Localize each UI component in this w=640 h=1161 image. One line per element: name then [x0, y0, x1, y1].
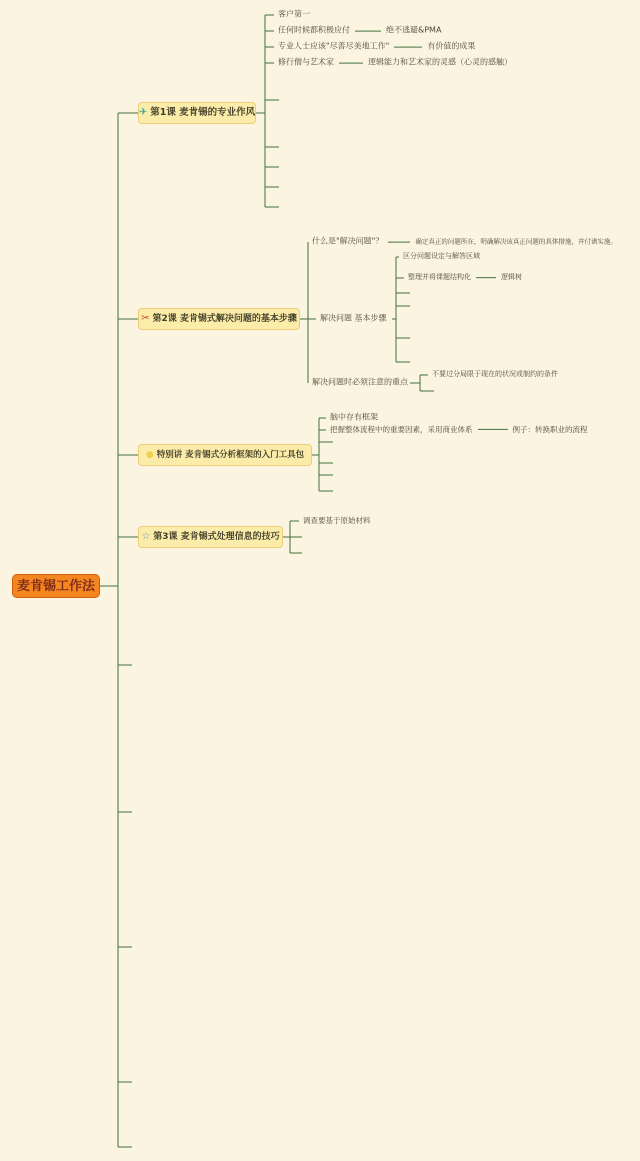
link-line	[478, 429, 508, 430]
leaf-label: 解决问题时必须注意的重点	[312, 377, 408, 387]
link-label: 逻辑树	[501, 273, 522, 282]
bulb-icon: ●	[145, 449, 154, 460]
leaf-label: 不要过分局限于现在的状况或制约的条件	[432, 370, 558, 379]
link-line	[355, 30, 381, 31]
leaf-topic[interactable]	[278, 43, 475, 51]
scissors-icon: ✂	[141, 313, 150, 324]
node-label: 麦肯锡工作法	[16, 578, 95, 594]
leaf-topic[interactable]	[320, 315, 387, 323]
leaf-label: 任何时候都积极应付	[278, 25, 350, 35]
leaf-label: 把握整体流程中的重要因素，采用商业体系	[330, 424, 473, 434]
leaf-topic[interactable]	[312, 379, 408, 387]
leaf-topic[interactable]	[278, 59, 512, 67]
link-line	[388, 241, 410, 242]
leaf-topic[interactable]	[278, 27, 441, 35]
leaf-label: 调查要基于原始材料	[303, 515, 371, 525]
leaf-label: 什么是"解决问题"？	[312, 236, 384, 246]
link-label: 绝不逃避&PMA	[386, 25, 442, 35]
link-line	[394, 46, 422, 47]
leaf-label: 脑中存有框架	[330, 412, 378, 422]
leaf-label: 客户第一	[278, 9, 310, 19]
link-line	[339, 62, 363, 63]
leaf-topic[interactable]	[330, 414, 378, 422]
topic-lesson-3[interactable]	[138, 526, 283, 548]
leaf-topic[interactable]	[432, 371, 558, 378]
link-label: 有价值的成果	[427, 41, 476, 51]
node-label: 第2课 麦肯锡式解决问题的基本步骤	[152, 313, 297, 324]
link-label: 逻辑能力和艺术家的灵感（心灵的感触）	[368, 57, 512, 67]
leaf-label: 整理并将课题结构化	[408, 273, 471, 282]
topic-lesson-2[interactable]	[138, 308, 300, 330]
leaf-topic[interactable]	[330, 426, 588, 434]
node-label: 特别讲 麦肯锡式分析框架的入门工具包	[156, 449, 305, 460]
leaf-label: 专业人士应该"尽善尽美地工作"	[278, 41, 390, 51]
link-label: 例子：转换职业的流程	[512, 424, 588, 434]
link-line	[476, 277, 496, 278]
topic-special-lecture[interactable]	[138, 444, 312, 466]
node-label: 第1课 麦肯锡的专业作风	[150, 107, 256, 119]
root-node[interactable]	[12, 574, 100, 598]
node-label: 第3课 麦肯锡式处理信息的技巧	[153, 531, 280, 542]
star-icon: ☆	[141, 531, 151, 542]
topic-lesson-1[interactable]	[138, 102, 256, 124]
leaf-topic[interactable]	[278, 11, 310, 19]
link-label: 确定真正的问题所在，明确解决该真正问题的具体措施，并付诸实施。	[415, 237, 617, 246]
leaf-label: 修行僧与艺术家	[278, 57, 334, 67]
leaf-topic[interactable]	[403, 253, 480, 260]
paper-plane-icon: ✈	[138, 107, 148, 118]
leaf-topic[interactable]	[408, 274, 522, 281]
leaf-topic[interactable]	[312, 238, 617, 246]
leaf-label: 区分问题设定与解答区域	[403, 252, 480, 261]
leaf-label: 解决问题 基本步骤	[320, 313, 387, 323]
leaf-topic[interactable]	[303, 517, 371, 525]
